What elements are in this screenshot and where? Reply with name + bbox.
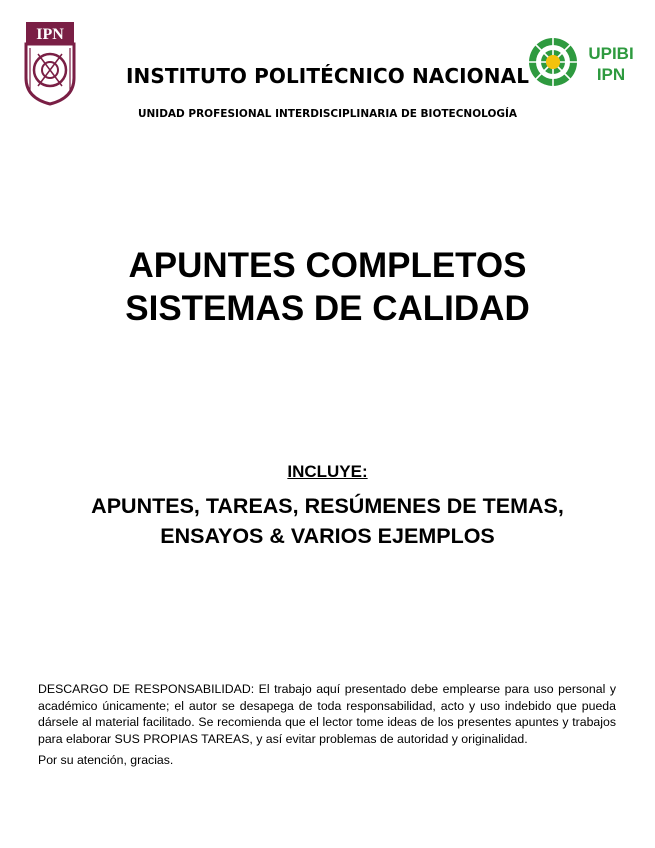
document-title [0,244,655,330]
institution-name: INSTITUTO POLITÉCNICO NACIONAL [125,64,530,88]
ipn-logo [22,18,78,106]
upibi-logo-line2: IPN [596,65,626,84]
ipn-logo-text: IPN [36,26,64,43]
title-line-2: SISTEMAS DE CALIDAD [125,289,530,328]
includes-line-2: ENSAYOS & VARIOS EJEMPLOS [160,524,495,548]
includes-label: INCLUYE: [287,462,368,481]
institution-unit: UNIDAD PROFESIONAL INTERDISCIPLINARIA DE BIOTECNOLOGÍA [137,108,518,120]
includes-list [0,491,655,551]
thanks-text: Por su atención, gracias. [38,753,174,767]
upibi-logo-line1: UPIBI [588,44,634,63]
includes-line-1: APUNTES, TAREAS, RESÚMENES DE TEMAS, [91,494,564,518]
disclaimer-text: DESCARGO DE RESPONSABILIDAD: El trabajo aquí presentado debe emplearse para uso personal y académico únicamente; el autor se desapega de toda responsabilidad, acto y uso indebido que pueda dársele al material facilitado. Se recomienda que el lector tome ideas de los presentes apuntes y trabajos para elaborar SUS PROPIAS TAREAS, y así evitar problemas de autoridad y originalidad. [38,682,616,746]
title-line-1: APUNTES COMPLETOS [128,246,527,285]
